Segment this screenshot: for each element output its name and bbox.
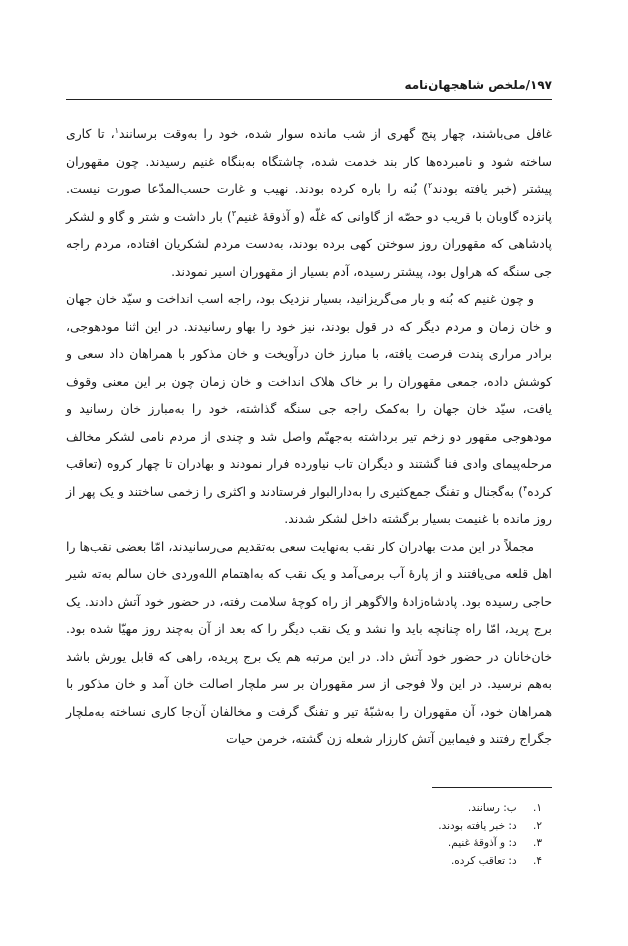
footnote-rule: [432, 787, 552, 788]
footnote-2: [200, 818, 542, 836]
paragraph-text: ، تا کاری ساخته شود و نامبرده‌ها کار بند خدمت شده، چاشتگاه به‌بنگاه غنیم رسیدند. چون مقهوران پیشتر (خبر یافته بودند: [66, 126, 552, 196]
footnote-text: د: تعاقب کرده.: [450, 854, 517, 867]
footnote-number: ۴.: [533, 854, 542, 867]
footnote-number: ۳.: [533, 837, 542, 849]
paragraph-text: مجملاً در این مدت بهادران کار نقب به‌نهایت سعی به‌تقدیم می‌رسانیدند، امّا بعضی نقب‌ها را اهل قلعه می‌یافتند و از پارهٔ آب برمی‌آمد و یک نقب که به‌اهتمام الله‌وردی خان سالم به‌ته شیر حاجی رسیده بود. پادشاه‌زادهٔ والاگوهر از راه کوچهٔ سلامت رفته، در حضور خود آتش دادند. یک برج پرید، امّا راه چنانچه باید وا نشد و یک نقب دیگر را که بعد از آن به‌چند روز مهیّا شده بود. خان‌خانان در حضور خود آتش داد. در این مرتبه هم یک برج پریده، راهی که قابل یورش باشد به‌هم نرسید. در این ولا فوجی از سر مقهوران بر سر ملچار اصالت خان آمد و خان مذکور با همراهان خود، آن مقهوران را به‌شبّهٔ تیر و تفنگ گرفت و مخالفان آن‌جا کاری نساخته به‌ملچار جگراج رفتند و فیمابین آتش کارزار شعله زن گشته، خرمن حیات: [66, 538, 552, 746]
paragraph-3: [66, 533, 552, 753]
paragraph-text: ) به‌گجنال و تفنگ جمع‌کثیری را به‌دارالبوار فرستادند و اکثری را زخمی ساختند و یک پهر از روز مانده با غنیمت بسیار برگشته داخل لشکر شدند.: [66, 483, 552, 526]
footnote-marker: ۴: [522, 483, 528, 493]
footnote-marker: ۲: [428, 180, 433, 190]
header-rule: [66, 99, 552, 100]
footnote-text: د: و آذوقهٔ غنیم.: [447, 837, 517, 849]
paragraph-text: غافل می‌باشند، چهار پنج گهری از شب مانده سوار شده، خود را به‌وقت برسانند: [118, 126, 552, 141]
footnote-4: [200, 853, 542, 871]
paragraph-text: و چون غنیم که بُنه و بار می‌گریزانید، بسیار نزدیک بود، راجه اسب انداخت و سیّد خان جهان و خان زمان و مردم دیگر که در قول بودند، نیز خود را بهاو رسانیدند. در این اثنا مودهوجی، برادر مراری پندت فرصت یافته، با مبارز خان درآویخت و خان مذکور با همراهان داد سعی و کوشش داده، جمعی مقهوران را بر خاک هلاک انداخت و خان زمان چون بر این معنی وقوف یافت، سیّد خان جهان را به‌کمک راجه جی سنگه گذاشته، خود را به‌مبارز خان رسانید و مودهوجی مقهور دو زخم تیر برداشته به‌جهنّم واصل شد و چندی از مردم نامی لشکر مخالف مرحله‌پیمای وادی فنا گشتند و دیگران تاب نیاورده فرار نمودند و بهادران تا چهار کروه (تعاقب کرده: [66, 291, 552, 499]
paragraph-text: ) بُنه را باره کرده بودند. نهیب و غارت حسب‌المدّعا صورت نیست. پانزده گاوبان با قریب دو حصّه از گاوانی که غلّه (و آذوقهٔ غنیم: [66, 181, 553, 224]
footnote-marker: ۳: [231, 208, 237, 218]
paragraph-text: ) بار داشت و شتر و گاو و لشکر پادشاهی که مقهوران روز سوختن کهی برده بودند، به‌دست مردم لشکریان افتاده، مردم راجه جی سنگه که هراول بود، پیشتر رسیده، آدم بسیار از مقهوران اسیر نمودند.: [66, 208, 552, 279]
footnotes: [200, 800, 542, 870]
main-text: [66, 120, 552, 753]
footnote-number: ۲.: [533, 819, 542, 832]
paragraph-1: [66, 120, 552, 285]
footnote-number: ۱.: [533, 802, 542, 814]
paragraph-2: [66, 285, 552, 533]
footnote-1: [200, 800, 542, 818]
footnote-text: د: خبر یافته بودند.: [438, 819, 517, 832]
running-title: ۱۹۷/ملخص شاهجهان‌نامه: [404, 78, 552, 92]
footnote-text: ب: رسانند.: [467, 802, 517, 814]
footnote-marker: ۱: [114, 125, 119, 135]
footnote-3: [200, 835, 542, 853]
